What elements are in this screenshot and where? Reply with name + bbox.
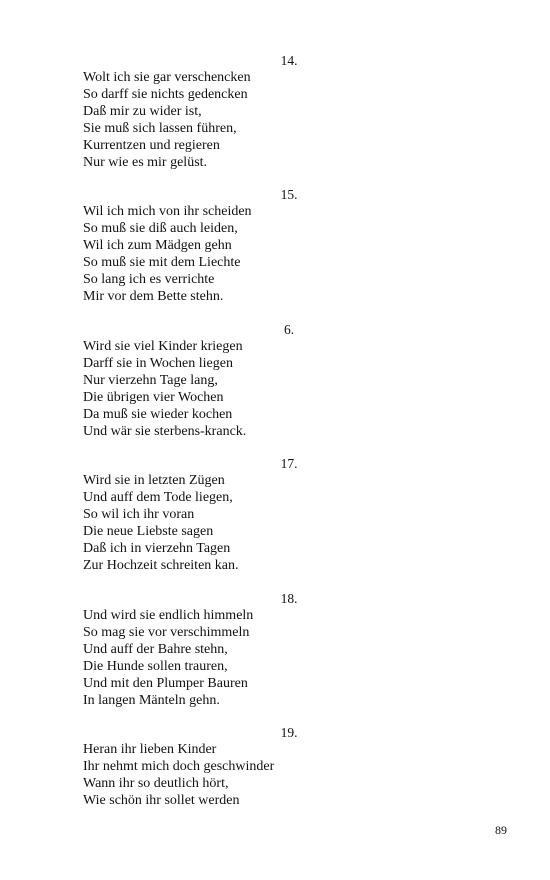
verse-line: Und auff der Bahre stehn, [83, 642, 228, 657]
verse-line: Und wird sie endlich himmeln [83, 608, 254, 623]
verse-line: Wird sie viel Kinder kriegen [83, 339, 243, 354]
verse-line: Sie muß sich lassen führen, [83, 121, 237, 136]
verse-line: So darff sie nichts gedencken [83, 87, 248, 102]
verse-line: So lang ich es verrichte [83, 272, 215, 287]
verse-line: Daß mir zu wider ist, [83, 104, 202, 119]
verse-line: Mir vor dem Bette stehn. [83, 289, 224, 304]
verse-line: Daß ich in vierzehn Tagen [83, 541, 231, 556]
verse-line: Wird sie in letzten Zügen [83, 473, 225, 488]
verse-line: Kurrentzen und regieren [83, 138, 220, 153]
verse-line: Ihr nehmt mich doch geschwinder [83, 759, 275, 774]
verse-line: Wie schön ihr sollet werden [83, 793, 240, 808]
verse-line: Und mit den Plumper Bauren [83, 676, 248, 691]
stanza-number: 14. [280, 53, 298, 68]
verse-line: Und auff dem Tode liegen, [83, 490, 233, 505]
stanza-number: 17. [280, 456, 298, 471]
verse-line: Wil ich mich von ihr scheiden [83, 204, 252, 219]
verse-line: Die neue Liebste sagen [83, 524, 214, 539]
verse-line: Wolt ich sie gar verschencken [83, 70, 251, 85]
verse-line: So mag sie vor verschimmeln [83, 625, 250, 640]
verse-line: So wil ich ihr voran [83, 507, 195, 522]
verse-line: Da muß sie wieder kochen [83, 407, 233, 422]
verse-line: Wann ihr so deutlich hört, [83, 776, 229, 791]
verse-line: Heran ihr lieben Kinder [83, 742, 217, 757]
verse-line: Und wär sie sterbens-kranck. [83, 424, 247, 439]
page-number: 89 [495, 823, 507, 837]
stanza-number: 6. [283, 322, 295, 337]
verse-line: Die übrigen vier Wochen [83, 390, 224, 405]
verse-line: Nur wie es mir gelüst. [83, 155, 208, 170]
verse-line: Wil ich zum Mädgen gehn [83, 238, 232, 253]
verse-line: In langen Mänteln gehn. [83, 693, 220, 708]
verse-line: Die Hunde sollen trauren, [83, 659, 228, 674]
stanza-number: 19. [280, 725, 298, 740]
verse-line: So muß sie diß auch leiden, [83, 221, 238, 236]
stanza-number: 18. [280, 591, 298, 606]
verse-line: So muß sie mit dem Liechte [83, 255, 241, 270]
verse-line: Darff sie in Wochen liegen [83, 356, 233, 371]
verse-line: Nur vierzehn Tage lang, [83, 373, 218, 388]
verse-line: Zur Hochzeit schreiten kan. [83, 558, 239, 573]
stanza-number: 15. [280, 187, 298, 202]
